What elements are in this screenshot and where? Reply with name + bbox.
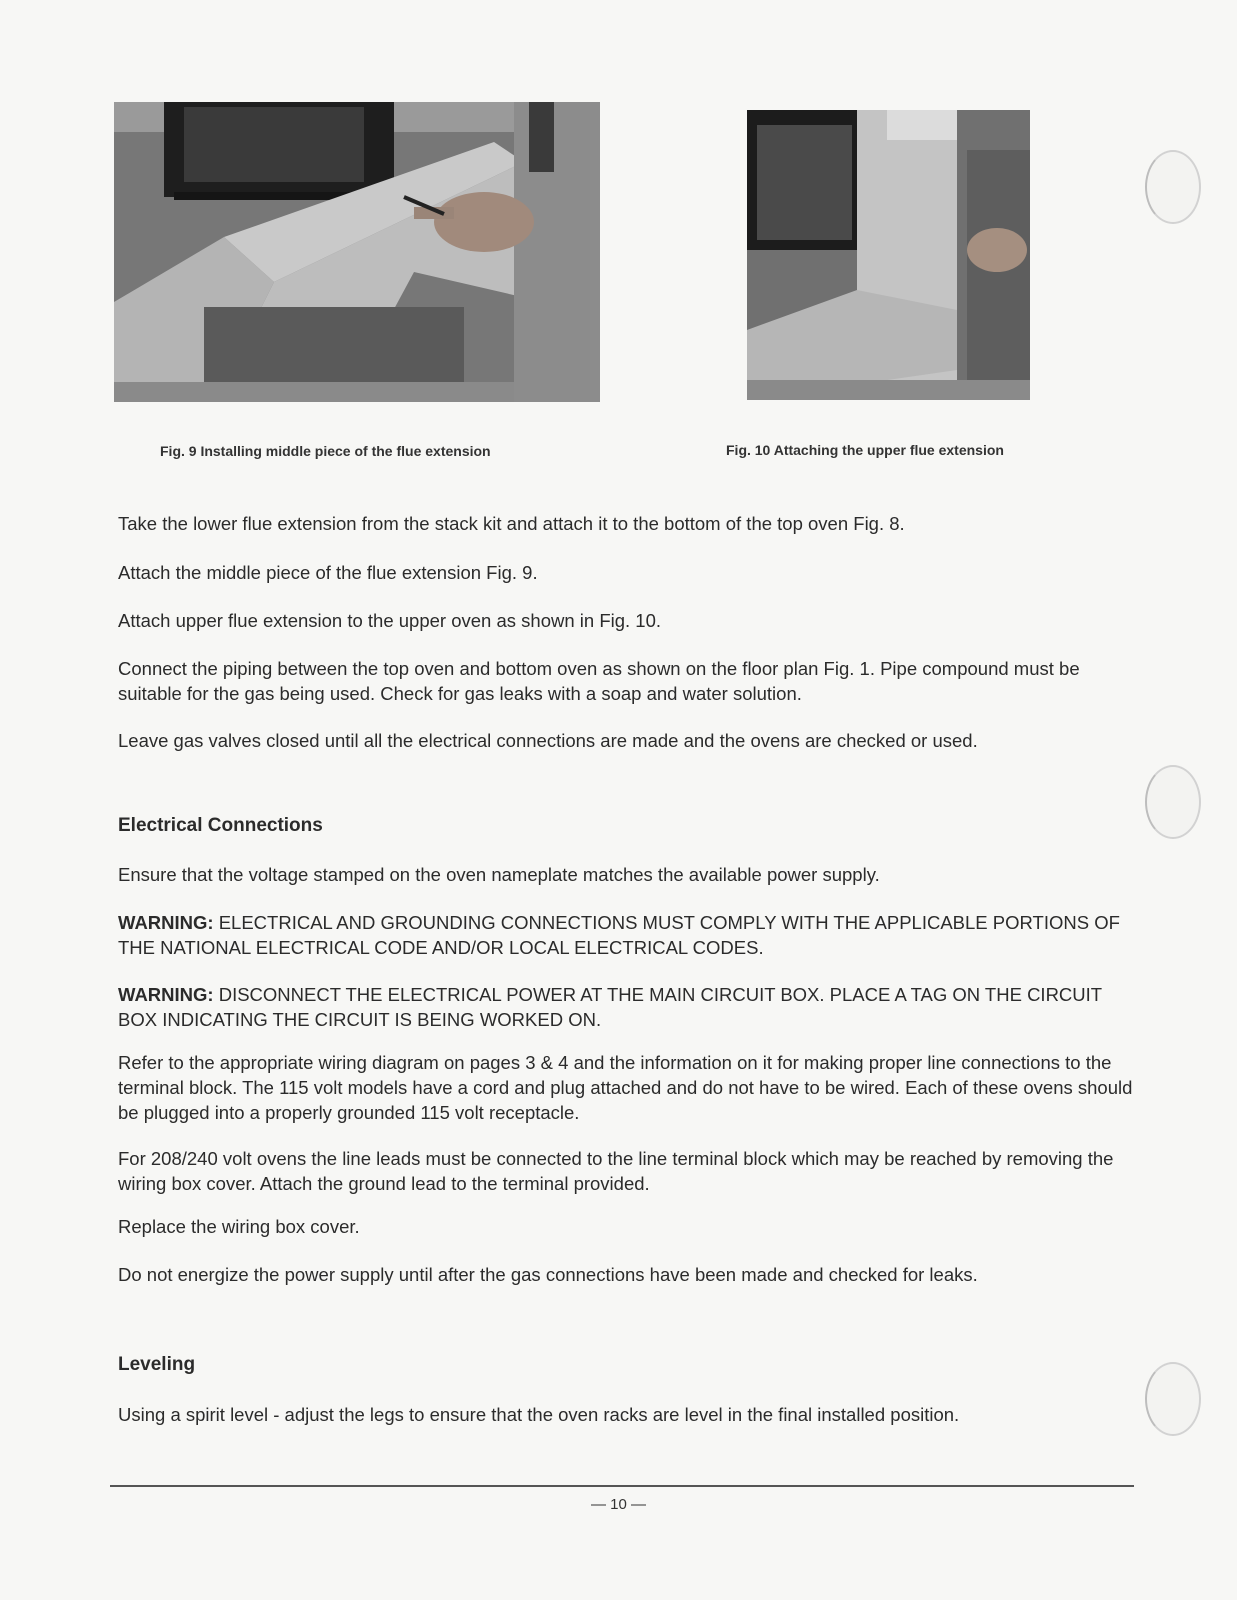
binder-hole-top — [1145, 150, 1201, 224]
paragraph-gas-valves: Leave gas valves closed until all the electrical connections are made and the ovens are checked or used. — [118, 730, 978, 751]
paragraph-voltage: Ensure that the voltage stamped on the oven nameplate matches the available power supply. — [118, 864, 880, 885]
page-number: — 10 — — [590, 1496, 647, 1513]
paragraph-upper-flue: Attach upper flue extension to the upper oven as shown in Fig. 10. — [118, 610, 662, 631]
heading-electrical-connections: Electrical Connections — [118, 815, 323, 836]
binder-hole-middle — [1145, 765, 1201, 839]
paragraph-wiring-diagram: Refer to the appropriate wiring diagram on pages 3 & 4 and the information on it for making proper line connections to the terminal block. The 115 volt models have a cord and plug attached and do not have to be wired. Each of these ovens should be plugged into a properly grounded 115 volt receptacle. — [118, 1052, 1133, 1123]
paragraph-wiring-box-cover: Replace the wiring box cover. — [118, 1216, 360, 1237]
binder-hole-bottom — [1145, 1362, 1201, 1436]
warning-label: WARNING: — [118, 984, 214, 1005]
paragraph-spirit-level: Using a spirit level - adjust the legs to ensure that the oven racks are level in the final installed position. — [118, 1404, 960, 1425]
warning-disconnect-text: DISCONNECT THE ELECTRICAL POWER AT THE MAIN CIRCUIT BOX. PLACE A TAG ON THE CIRCUIT BOX INDICATING THE CIRCUIT IS BEING WORKED ON. — [118, 984, 1102, 1030]
fig10-photo — [747, 110, 1030, 400]
fig10-illustration — [747, 110, 1030, 400]
fig10-caption: Fig. 10 Attaching the upper flue extension — [726, 442, 1004, 458]
footer-rule — [110, 1485, 1134, 1487]
fig9-caption: Fig. 9 Installing middle piece of the flue extension — [160, 443, 491, 459]
warning-grounding — [118, 910, 1138, 960]
paragraph-middle-piece: Attach the middle piece of the flue extension Fig. 9. — [118, 562, 538, 583]
paragraph-piping: Connect the piping between the top oven and bottom oven as shown on the floor plan Fig. 1. Pipe compound must be suitable for the gas being used. Check for gas leaks with a soap and water solution. — [118, 658, 1080, 704]
paragraph-lower-flue: Take the lower flue extension from the stack kit and attach it to the bottom of the top oven Fig. 8. — [118, 513, 905, 534]
warning-label: WARNING: — [118, 912, 214, 933]
warning-grounding-text: ELECTRICAL AND GROUNDING CONNECTIONS MUST COMPLY WITH THE APPLICABLE PORTIONS OF THE NATIONAL ELECTRICAL CODE AND/OR LOCAL ELECTRICAL CODES. — [118, 912, 1120, 958]
fig9-photo — [114, 102, 600, 402]
warning-disconnect — [118, 982, 1138, 1032]
fig9-illustration — [114, 102, 600, 402]
paragraph-208-240-volt: For 208/240 volt ovens the line leads must be connected to the line terminal block which may be reached by removing the wiring box cover. Attach the ground lead to the terminal provided. — [118, 1148, 1114, 1194]
paragraph-do-not-energize: Do not energize the power supply until after the gas connections have been made and checked for leaks. — [118, 1264, 978, 1285]
heading-leveling: Leveling — [118, 1354, 196, 1375]
